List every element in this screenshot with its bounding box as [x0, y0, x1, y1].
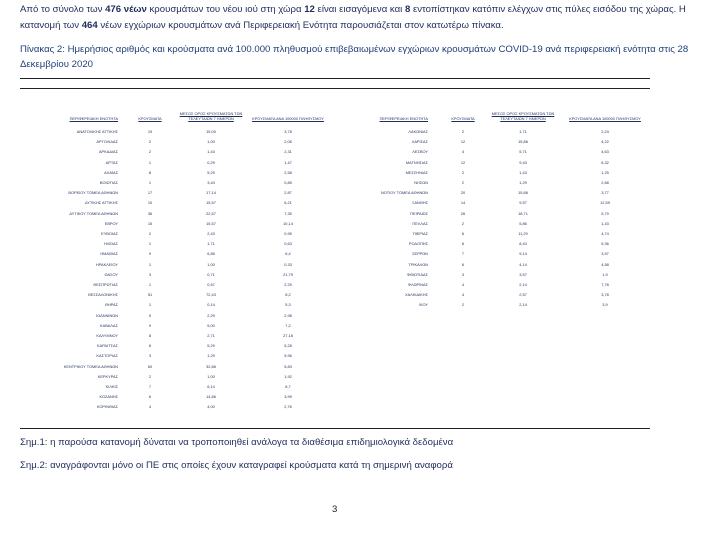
cell-region: ΚΙΛΚΙΣ	[105, 384, 118, 389]
cell-7day-avg: 15,86	[518, 190, 528, 196]
cell-per-100k: 2,58	[284, 169, 292, 175]
cell-7day-avg: 0,57	[207, 282, 215, 287]
cell-region: ΑΡΓΟΛΙΔΑΣ	[96, 139, 118, 145]
cell-7day-avg: 18,71	[518, 210, 528, 216]
table-row	[358, 302, 658, 310]
cell-7day-avg: 5,86	[519, 220, 527, 226]
table-row	[358, 241, 658, 249]
cell-region: ΠΕΙΡΑΙΩΣ	[410, 210, 428, 216]
cell-cases: 6	[461, 261, 465, 267]
cell-region: ΑΡΤΑΣ	[105, 159, 118, 165]
cell-region: ΘΕΣΠΡΩΤΙΑΣ	[93, 282, 118, 287]
table-caption: Πίνακας 2: Ημερήσιος αριθμός και κρούσματα ανά 100.000 πληθυσμού επιβεβαιωμένων εγχώριων κρουσμάτων COVID-19 ανά περιφερειακή ενότητα στις 28 Δεκεμβρίου 2020	[20, 44, 689, 70]
table-row	[46, 241, 336, 249]
cell-per-100k: 1,9	[602, 271, 608, 277]
table-row	[358, 262, 658, 270]
cell-7day-avg: 1,71	[207, 241, 215, 247]
cell-cases: 8	[148, 333, 152, 338]
cell-cases: 10	[147, 200, 153, 206]
cell-cases: 8	[148, 169, 152, 175]
cell-region: ΡΟΔΟΠΗΣ	[408, 241, 428, 247]
cell-per-100k: 10,14	[283, 220, 293, 226]
cell-7day-avg: 2,29	[207, 312, 215, 318]
cell-cases: 1	[148, 261, 152, 267]
cell-cases: 1	[148, 302, 152, 308]
table-row	[358, 231, 658, 239]
cell-region: ΜΑΓΝΗΣΙΑΣ	[405, 159, 428, 165]
header-7day-avg: ΜΕΣΟΣ ΟΡΟΣ ΚΡΟΥΣΜΑΤΩΝ ΤΩΝ ΤΕΛΕΥΤΑΙΩΝ 7 ΗΜΕΡΩΝ	[491, 111, 555, 121]
cell-cases: 6	[461, 231, 465, 236]
cell-region: ΘΗΡΑΣ	[104, 302, 118, 308]
cell-7day-avg: 3,43	[207, 180, 215, 185]
cell-region: ΔΥΤΙΚΗΣ ΑΤΤΙΚΗΣ	[85, 200, 118, 206]
intro-text-1: Από το σύνολο των	[20, 4, 106, 15]
cell-per-100k: 2,68	[601, 180, 609, 185]
cell-cases: 2	[148, 231, 152, 236]
intro-paragraph	[20, 2, 700, 33]
table-row	[46, 129, 336, 137]
intro-text-4: εντοπίστηκαν κατόπιν ελέγχων στις πύλες εισόδου της χώρας. Η κατανομή των	[20, 4, 686, 31]
cell-region: ΒΟΙΩΤΙΑΣ	[99, 180, 118, 185]
table-row	[46, 149, 336, 157]
cell-per-100k: 2,87	[284, 190, 292, 196]
table-row	[46, 292, 336, 300]
cell-7day-avg: 4,00	[207, 404, 215, 410]
cell-cases: 2	[148, 139, 152, 145]
cell-region: ΚΑΒΑΛΑΣ	[100, 322, 118, 328]
cell-7day-avg: 11,29	[518, 231, 528, 236]
table-row	[46, 353, 336, 361]
cell-per-100k: 0,85	[284, 180, 292, 185]
header-region: ΠΕΡΙΦΕΡΕΙΑΚΗ ΕΝΟΤΗΤΑ	[379, 116, 428, 121]
table-row	[46, 302, 336, 310]
cell-per-100k: 6,4	[285, 251, 291, 257]
cell-region: ΧΙΟΥ	[418, 302, 428, 308]
cell-cases: 1	[148, 159, 152, 165]
table-row	[46, 200, 336, 208]
cell-per-100k: 3,9	[602, 302, 608, 308]
cell-per-100k: 4,22	[601, 139, 609, 145]
cell-per-100k: 0,33	[284, 261, 292, 267]
note-2: Σημ.2: αναγράφονται μόνο οι ΠΕ στις οποίες έχουν καταγραφεί κρούσματα κατά τη σημερινή αναφορά	[20, 460, 453, 471]
table-row	[358, 251, 658, 259]
cell-cases: 2	[461, 129, 465, 134]
cell-cases: 9	[148, 251, 152, 257]
cell-region: ΚΟΡΙΝΘΙΑΣ	[96, 404, 118, 410]
cell-7day-avg: 1,00	[207, 261, 215, 267]
intro-imported-count: 12	[304, 4, 315, 15]
table-row	[46, 190, 336, 198]
cell-region: ΗΜΑΘΙΑΣ	[100, 251, 118, 257]
table-row	[46, 231, 336, 239]
cell-per-100k: 2,76	[284, 404, 292, 410]
intro-border-count: 8	[404, 4, 411, 15]
cell-7day-avg: 1,29	[519, 180, 527, 185]
cell-per-100k: 5,96	[284, 353, 292, 359]
cell-cases: 2	[461, 302, 465, 308]
table-row	[46, 139, 336, 147]
table-row	[46, 211, 336, 219]
cell-per-100k: 2,31	[284, 149, 292, 155]
table-row	[46, 384, 336, 392]
cell-cases: 2	[148, 373, 152, 379]
cell-region: ΛΑΡΙΣΑΣ	[411, 139, 428, 145]
cell-per-100k: 7,35	[284, 210, 292, 216]
cell-per-100k: 7,78	[601, 282, 609, 287]
cell-region: ΠΙΕΡΙΑΣ	[412, 231, 428, 236]
table-row	[358, 170, 658, 178]
cell-per-100k: 12,59	[600, 200, 610, 206]
cell-region: ΕΒΡΟΥ	[104, 220, 118, 226]
cell-cases: 5	[148, 312, 152, 318]
cell-per-100k: 2,29	[284, 282, 292, 287]
cell-per-100k: 3,97	[601, 251, 609, 257]
cell-7day-avg: 9,14	[519, 251, 527, 257]
cell-cases: 12	[460, 139, 466, 145]
cell-region: ΗΛΕΙΑΣ	[103, 241, 118, 247]
cell-region: ΛΑΚΩΝΙΑΣ	[408, 129, 428, 134]
cell-cases: 1	[148, 180, 152, 185]
cell-region: ΚΑΣΤΟΡΙΑΣ	[96, 353, 118, 359]
cell-7day-avg: 5,29	[207, 343, 215, 349]
cell-7day-avg: 1,71	[519, 129, 527, 134]
cell-per-100k: 2,98	[284, 312, 292, 318]
cell-per-100k: 8,7	[285, 384, 291, 389]
cell-7day-avg: 2,57	[519, 292, 527, 298]
intro-text-3: είναι εισαγόμενα και	[314, 4, 405, 15]
table-row	[358, 272, 658, 280]
cell-cases: 6	[148, 343, 152, 349]
cell-7day-avg: 2,14	[519, 282, 527, 287]
cell-cases: 20	[460, 190, 466, 196]
cell-cases: 4	[148, 404, 152, 410]
cell-per-100k: 3,77	[601, 190, 609, 196]
cell-7day-avg: 1,00	[207, 373, 215, 379]
cell-region: ΑΧΑΪΑΣ	[104, 169, 118, 175]
cell-7day-avg: 0,71	[207, 271, 215, 277]
cell-per-100k: 0,63	[284, 241, 292, 247]
cell-per-100k: 3,99	[284, 394, 292, 400]
cell-cases: 60	[147, 363, 153, 369]
cell-7day-avg: 15,57	[206, 220, 216, 226]
header-region: ΠΕΡΙΦΕΡΕΙΑΚΗ ΕΝΟΤΗΤΑ	[69, 116, 118, 121]
table-row	[46, 333, 336, 341]
cell-region: ΞΑΝΘΗΣ	[411, 200, 428, 206]
table-row	[46, 170, 336, 178]
table-row	[46, 394, 336, 402]
table-row	[46, 251, 336, 259]
cell-7day-avg: 22,57	[206, 210, 216, 216]
table-row	[46, 262, 336, 270]
cell-region: ΤΡΙΚΑΛΩΝ	[408, 261, 428, 267]
cell-per-100k: 3,78	[601, 292, 609, 298]
cell-cases: 2	[461, 220, 465, 226]
cell-per-100k: 1,25	[601, 169, 609, 175]
cell-per-100k: 6,21	[284, 200, 292, 206]
header-per-100k: ΚΡΟΥΣΜΑΤΑ ΑΝΑ 100000 ΠΛΗΘΥΣΜΟΥ	[252, 116, 324, 121]
table-bottom-rule	[20, 428, 650, 429]
cell-region: ΜΕΣΣΗΝΙΑΣ	[405, 169, 428, 175]
cell-cases: 26	[460, 210, 466, 216]
table-row	[358, 221, 658, 229]
cell-7day-avg: 6,86	[207, 251, 215, 257]
cell-region: ΗΡΑΚΛΕΙΟΥ	[95, 261, 118, 267]
intro-text-2: κρουσμάτων του νέου ιού στη χώρα	[146, 4, 305, 15]
cell-region: ΚΕΝΤΡΙΚΟΥ ΤΟΜΕΑ ΑΘΗΝΩΝ	[63, 363, 118, 369]
cell-region: ΑΡΚΑΔΙΑΣ	[98, 149, 118, 155]
cell-region: ΙΩΑΝΝΙΝΩΝ	[96, 312, 118, 318]
cell-region: ΧΑΛΚΙΔΙΚΗΣ	[405, 292, 428, 298]
cell-7day-avg: 32,86	[206, 363, 216, 369]
cell-7day-avg: 8,43	[519, 241, 527, 247]
table-row	[46, 343, 336, 351]
header-cases: ΚΡΟΥΣΜΑΤΑ	[451, 116, 475, 121]
table-row	[46, 180, 336, 188]
header-7day-avg: ΜΕΣΟΣ ΟΡΟΣ ΚΡΟΥΣΜΑΤΩΝ ΤΩΝ ΤΕΛΕΥΤΑΙΩΝ 7 ΗΜΕΡΩΝ	[179, 111, 243, 121]
cell-7day-avg: 14,86	[206, 394, 216, 400]
cell-per-100k: 27,18	[283, 333, 293, 338]
cell-per-100k: 4,63	[601, 149, 609, 155]
table-row	[358, 292, 658, 300]
table-row	[46, 374, 336, 382]
cell-per-100k: 7,2	[285, 322, 291, 328]
cell-7day-avg: 72,43	[206, 292, 216, 298]
cell-7day-avg: 6,14	[207, 384, 215, 389]
header-per-100k: ΚΡΟΥΣΜΑΤΑ ΑΝΑ 100000 ΠΛΗΘΥΣΜΟΥ	[569, 116, 641, 121]
table-top-rule	[20, 78, 650, 79]
intro-domestic-count: 464	[81, 19, 98, 31]
cell-region: ΒΟΡΕΙΟΥ ΤΟΜΕΑ ΑΘΗΝΩΝ	[68, 190, 118, 196]
cell-7day-avg: 5,00	[207, 322, 215, 328]
table-row	[46, 323, 336, 331]
cell-7day-avg: 1,43	[519, 169, 527, 175]
cell-cases: 6	[148, 394, 152, 400]
cell-per-100k: 6,32	[601, 159, 609, 165]
cell-7day-avg: 15,00	[206, 129, 216, 134]
cell-7day-avg: 1,00	[207, 139, 215, 145]
cell-per-100k: 3,78	[284, 129, 292, 134]
cell-region: ΚΕΡΚΥΡΑΣ	[97, 373, 118, 379]
cell-cases: 4	[461, 282, 465, 287]
cell-per-100k: 21,79	[283, 271, 293, 277]
table-row	[358, 282, 658, 290]
table-row	[358, 190, 658, 198]
cell-cases: 3	[148, 353, 152, 359]
cell-per-100k: 1,92	[284, 373, 292, 379]
cell-cases: 51	[147, 292, 153, 298]
cell-cases: 15	[147, 220, 153, 226]
cell-7day-avg: 9,57	[519, 200, 527, 206]
table-row	[46, 313, 336, 321]
cell-cases: 19	[147, 129, 153, 134]
cell-region: ΔΥΤΙΚΟΥ ΤΟΜΕΑ ΑΘΗΝΩΝ	[69, 210, 118, 216]
intro-text-5: νέων εγχώριων κρουσμάτων ανά Περιφερειακή Ενότητα παρουσιάζεται στον κατωτέρω πίνακα.	[97, 19, 504, 31]
cell-7day-avg: 4,14	[519, 261, 527, 267]
cell-cases: 7	[148, 384, 152, 389]
cell-cases: 3	[148, 271, 152, 277]
cell-per-100k: 5,28	[284, 343, 292, 349]
cell-7day-avg: 9,43	[519, 159, 527, 165]
cell-7day-avg: 3,57	[519, 271, 527, 277]
table-row	[46, 221, 336, 229]
cell-region: ΣΕΡΡΩΝ	[412, 251, 428, 257]
cell-cases: 2	[148, 149, 152, 155]
note-1: Σημ.1: η παρούσα κατανομή δύναται να τροποποιηθεί ανάλογα τα διαθέσιμα επιδημιολογικά δεδομένα	[20, 437, 454, 448]
cell-7day-avg: 15,57	[206, 200, 216, 206]
cell-7day-avg: 1,29	[207, 353, 215, 359]
cell-region: ΑΝΑΤΟΛΙΚΗΣ ΑΤΤΙΚΗΣ	[76, 129, 118, 134]
table-row	[358, 160, 658, 168]
cell-per-100k: 5,79	[601, 210, 609, 216]
table-row	[46, 272, 336, 280]
cell-7day-avg: 1,43	[207, 149, 215, 155]
cell-7day-avg: 0,29	[207, 159, 215, 165]
cell-region: ΦΘΙΩΤΙΔΑΣ	[406, 271, 428, 277]
cell-7day-avg: 5,29	[207, 169, 215, 175]
cell-per-100k: 5,3	[285, 302, 291, 308]
table-row	[46, 282, 336, 290]
cell-7day-avg: 5,71	[519, 149, 527, 155]
cell-per-100k: 2,06	[284, 139, 292, 145]
cell-cases: 1	[148, 282, 152, 287]
cell-region: ΛΕΣΒΟΥ	[412, 149, 428, 155]
cell-per-100k: 4,74	[601, 231, 609, 236]
cell-region: ΦΛΩΡΙΝΑΣ	[407, 282, 428, 287]
cell-per-100k: 5,36	[601, 241, 609, 247]
cell-7day-avg: 2,71	[207, 333, 215, 338]
table-row	[358, 139, 658, 147]
cell-region: ΚΑΛΥΜΝΟΥ	[96, 333, 118, 338]
cell-region: ΘΕΣΣΑΛΟΝΙΚΗΣ	[87, 292, 118, 298]
cell-cases: 12	[460, 159, 466, 165]
cell-cases: 7	[461, 251, 465, 257]
cell-cases: 14	[460, 200, 466, 206]
cell-region: ΝΟΤΙΟΥ ΤΟΜΕΑ ΑΘΗΝΩΝ	[380, 190, 428, 196]
cell-per-100k: 1,47	[284, 159, 292, 165]
table-row	[46, 364, 336, 372]
cell-7day-avg: 0,14	[207, 302, 215, 308]
cell-cases: 4	[461, 149, 465, 155]
cell-cases: 17	[147, 190, 153, 196]
cell-region: ΝΗΣΩΝ	[414, 180, 428, 185]
cell-region: ΚΑΡΔΙΤΣΑΣ	[97, 343, 118, 349]
cell-7day-avg: 15,86	[518, 139, 528, 145]
cell-7day-avg: 2,14	[519, 302, 527, 308]
header-cases: ΚΡΟΥΣΜΑΤΑ	[138, 116, 162, 121]
cell-cases: 1	[148, 241, 152, 247]
cell-per-100k: 5,83	[284, 363, 292, 369]
table-row	[358, 211, 658, 219]
cell-region: ΠΕΛΛΑΣ	[412, 220, 428, 226]
cell-cases: 3	[461, 271, 465, 277]
cell-per-100k: 0,95	[284, 231, 292, 236]
table-row	[358, 149, 658, 157]
cell-cases: 2	[461, 180, 465, 185]
table-row	[358, 129, 658, 137]
table-top-rule-2	[20, 88, 650, 89]
table-row	[46, 160, 336, 168]
intro-new-cases: 476 νέων	[105, 4, 147, 15]
cell-per-100k: 4,58	[601, 261, 609, 267]
table-row	[46, 404, 336, 412]
cell-cases: 9	[148, 322, 152, 328]
cell-cases: 2	[461, 169, 465, 175]
cell-cases: 4	[461, 292, 465, 298]
table-row	[358, 180, 658, 188]
cell-cases: 6	[461, 241, 465, 247]
cell-7day-avg: 2,43	[207, 231, 215, 236]
cell-region: ΘΑΣΟΥ	[104, 271, 118, 277]
cell-region: ΕΥΒΟΙΑΣ	[101, 231, 118, 236]
cell-7day-avg: 17,14	[206, 190, 216, 196]
cell-per-100k: 8,2	[285, 292, 291, 298]
cell-per-100k: 2,24	[601, 129, 609, 134]
page-number: 3	[332, 504, 338, 515]
cell-per-100k: 1,43	[601, 220, 609, 226]
cell-region: ΚΟΖΑΝΗΣ	[99, 394, 118, 400]
table-row	[358, 200, 658, 208]
cell-cases: 36	[147, 210, 153, 216]
